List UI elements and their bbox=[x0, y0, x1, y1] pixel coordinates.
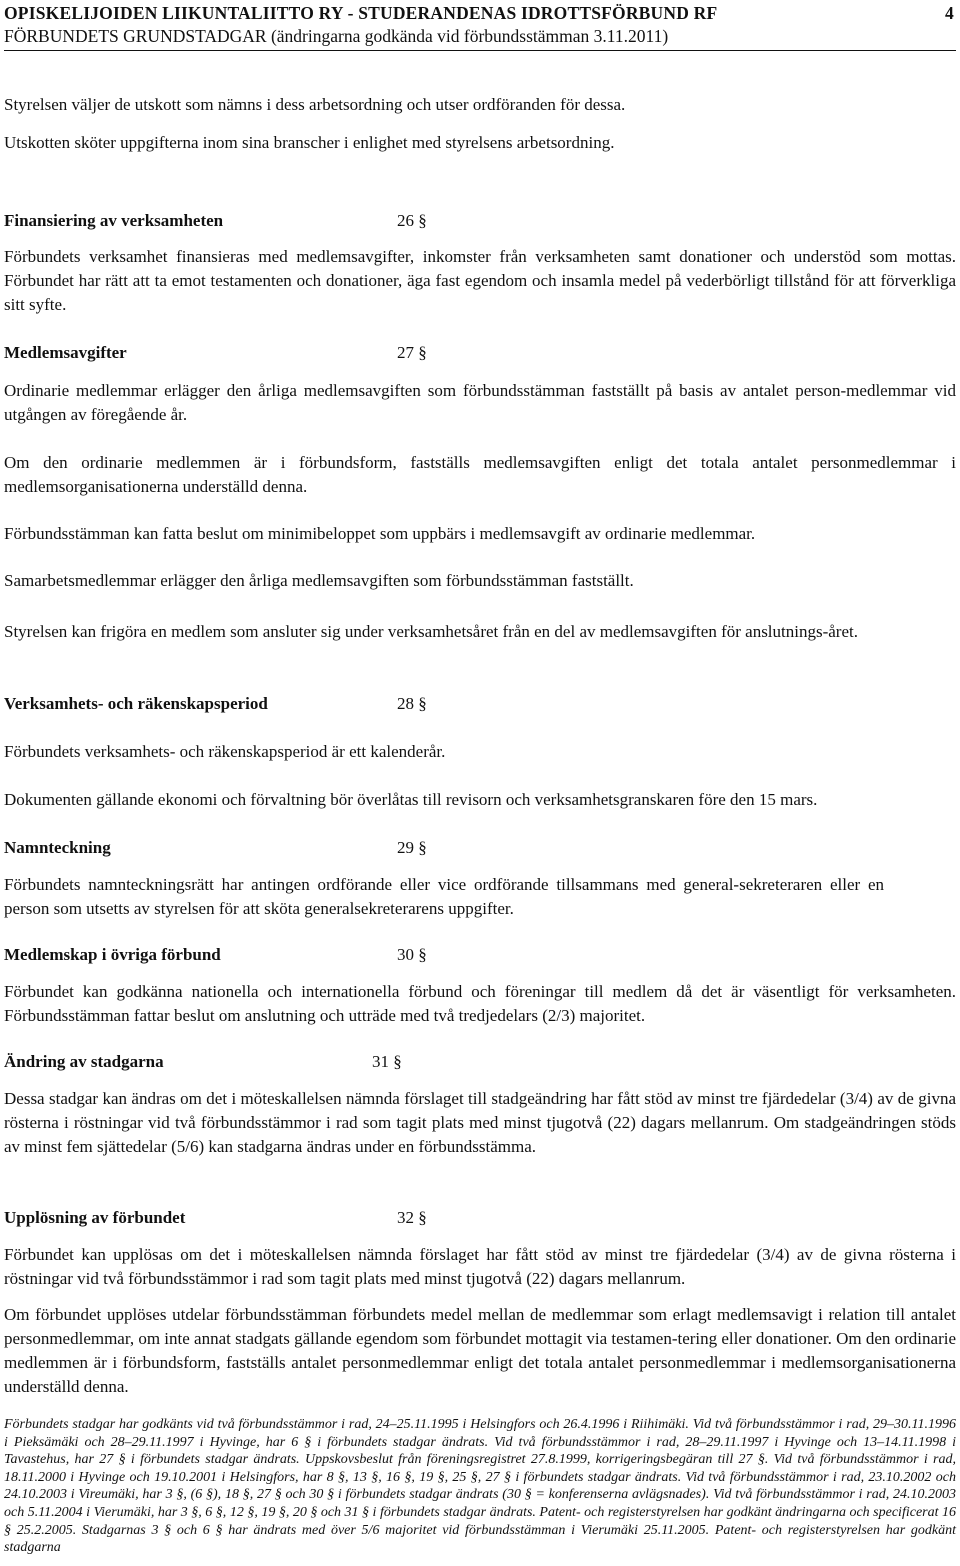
section-number: 29 § bbox=[397, 838, 427, 857]
intro-paragraph: Styrelsen väljer de utskott som nämns i dess arbetsordning och utser ordföranden för dessa. bbox=[4, 95, 626, 114]
section-number: 28 § bbox=[397, 694, 427, 713]
section-heading-verksamhetsperiod: Verksamhets- och räkenskapsperiod bbox=[4, 694, 268, 713]
section-paragraph: Förbundsstämman kan fatta beslut om minimibeloppet som uppbärs i medlemsavgift av ordinarie medlemmar. bbox=[4, 524, 756, 543]
section-number: 27 § bbox=[397, 343, 427, 362]
section-paragraph: Dessa stadgar kan ändras om det i möteskallelsen nämnda förslaget till stadgeändring har fått stöd av minst tre fjärdedelar (3/4) av de givna rösterna i röstningar vid två förbundsstämmor i rad som tagit plats med minst tjugotvå (22) dagars mellanrum. Om stadgeändringen stöds av minst fem sjättedelar (5/6) kan stadgarna ändras under en förbundsstämma. bbox=[4, 1089, 956, 1156]
section-paragraph: Förbundets verksamhets- och räkenskapsperiod är ett kalenderår. bbox=[4, 742, 446, 761]
section-paragraph: Om förbundet upplöses utdelar förbundsstämman förbundets medel mellan de medlemmar som erlagt medlemsavigt i relation till antalet personmedlemmar, om inte annat stadgats gällande egendom som förbundet mottagit via testamen-tering eller donationer. Om den ordinarie medlemmen är i förbundsform, fastställs antalet personmedlemmar enligt det totala antalet personmedlemmar i medlemsorganisationerna underställd denna. bbox=[4, 1305, 956, 1396]
header-document-title: FÖRBUNDETS GRUNDSTADGAR (ändringarna godkända vid förbundsstämman 3.11.2011) bbox=[4, 26, 669, 46]
section-number: 32 § bbox=[397, 1208, 427, 1227]
footnote-amendment-history: Förbundets stadgar har godkänts vid två förbundsstämmor i rad, 24–25.11.1995 i Helsingfors och 26.4.1996 i Riihimäki. Vid två förbundsstämmor i rad, 29–30.11.1996 i Pieksämäki och 28–29.11.1997 i Hyvinge, har 6 § i förbundets stadgar ändrats. Vid två förbundsstämmor i rad, 28–29.11.1997 i Hyvinge och 13–14.11.1998 i Tavastehus, har 27 § i förbundets stadgar ändrats. Uppskovsbeslut från föreningsregistret 27.8.1999, korrigeringsbegäran till 27 §. Vid två förbundsstämmor i rad, 18.11.2000 i Hyvinge och 19.10.2001 i Helsingfors, har 8 §, 13 §, 16 §, 19 §, 25 §, 27 § i förbundets stadgar ändrats. Vid två förbundsstämmor i rad, 23.10.2002 och 24.10.2003 i Vireumäki, har 3 §, (6 §), 18 §, 27 § och 30 § i förbundets stadgar ändrats (30 § = konferenserna avlägsnades). Vid två förbundsstämmor i rad, 24.10.2003 och 5.11.2004 i Vierumäki, har 3 §, 6 §, 12 §, 19 §, 20 § och 31 § i förbundets stadgar ändrats. Patent- och registerstyrelsen har godkänt ändringarna och specificerat 16 § 25.2.2005. Stadgarnas 3 § och 6 § har ändrats med över 5/6 majoritet vid förbundsstämman i Vierumäki 25.11.2005. Patent- och registerstyrelsen har godkänt stadgarna bbox=[4, 1417, 956, 1556]
section-number: 31 § bbox=[372, 1052, 402, 1071]
section-paragraph: Om den ordinarie medlemmen är i förbundsform, fastställs medlemsavgiften enligt det totala antalet personmedlemmar i medlemsorganisationerna underställd denna. bbox=[4, 453, 956, 496]
intro-paragraph: Utskotten sköter uppgifterna inom sina branscher i enlighet med styrelsens arbetsordning. bbox=[4, 133, 615, 152]
section-heading-finansiering: Finansiering av verksamheten bbox=[4, 211, 224, 230]
section-heading-namnteckning: Namnteckning bbox=[4, 838, 111, 857]
header-organization-text: OPISKELIJOIDEN LIIKUNTALIITTO RY - STUDERANDENAS IDROTTSFÖRBUND RF bbox=[4, 3, 718, 23]
section-paragraph: Dokumenten gällande ekonomi och förvaltning bör överlåtas till revisorn och verksamhetsgranskaren före den 15 mars. bbox=[4, 790, 818, 809]
header-organization bbox=[4, 3, 956, 23]
header-divider bbox=[4, 50, 956, 51]
section-heading-medlemskap: Medlemskap i övriga förbund bbox=[4, 945, 221, 964]
section-paragraph: Förbundets namnteckningsrätt har antingen ordförande eller vice ordförande tillsammans med general-sekreteraren eller en person som utsetts av styrelsen för att sköta generalsekreterarens uppgifter. bbox=[4, 875, 884, 918]
section-heading-upplosning: Upplösning av förbundet bbox=[4, 1208, 186, 1227]
section-paragraph: Ordinarie medlemmar erlägger den årliga medlemsavgiften som förbundsstämman fastställt på basis av antalet person-medlemmar vid utgången av föregående år. bbox=[4, 381, 956, 424]
section-paragraph: Förbundet kan upplösas om det i möteskallelsen nämnda förslaget har fått stöd av minst tre fjärdedelar (3/4) av de givna rösterna i röstningar vid två förbundsstämmor i rad som tagit plats med minst tjugotvå (22) dagars mellanrum. bbox=[4, 1245, 956, 1288]
section-paragraph: Samarbetsmedlemmar erlägger den årliga medlemsavgiften som förbundsstämman fastställt. bbox=[4, 571, 634, 590]
section-paragraph: Förbundet kan godkänna nationella och internationella förbund och föreningar till medlem då det är väsentligt för verksamheten. Förbundsstämman fattar beslut om anslutning och utträde med två tredjedelars (2/3) majoritet. bbox=[4, 982, 956, 1025]
page-number: 4 bbox=[945, 3, 954, 23]
section-number: 30 § bbox=[397, 945, 427, 964]
section-heading-andring: Ändring av stadgarna bbox=[4, 1052, 164, 1071]
section-number: 26 § bbox=[397, 211, 427, 230]
section-heading-medlemsavgifter: Medlemsavgifter bbox=[4, 343, 127, 362]
section-paragraph: Styrelsen kan frigöra en medlem som ansluter sig under verksamhetsåret från en del av medlemsavgiften för anslutnings-året. bbox=[4, 622, 858, 641]
section-paragraph: Förbundets verksamhet finansieras med medlemsavgifter, inkomster från verksamheten samt donationer och understöd som mottas. Förbundet har rätt att ta emot testamenten och donationer, äga fast egendom och insamla medel på vederbörligt tillstånd för att förverkliga sitt syfte. bbox=[4, 247, 956, 314]
